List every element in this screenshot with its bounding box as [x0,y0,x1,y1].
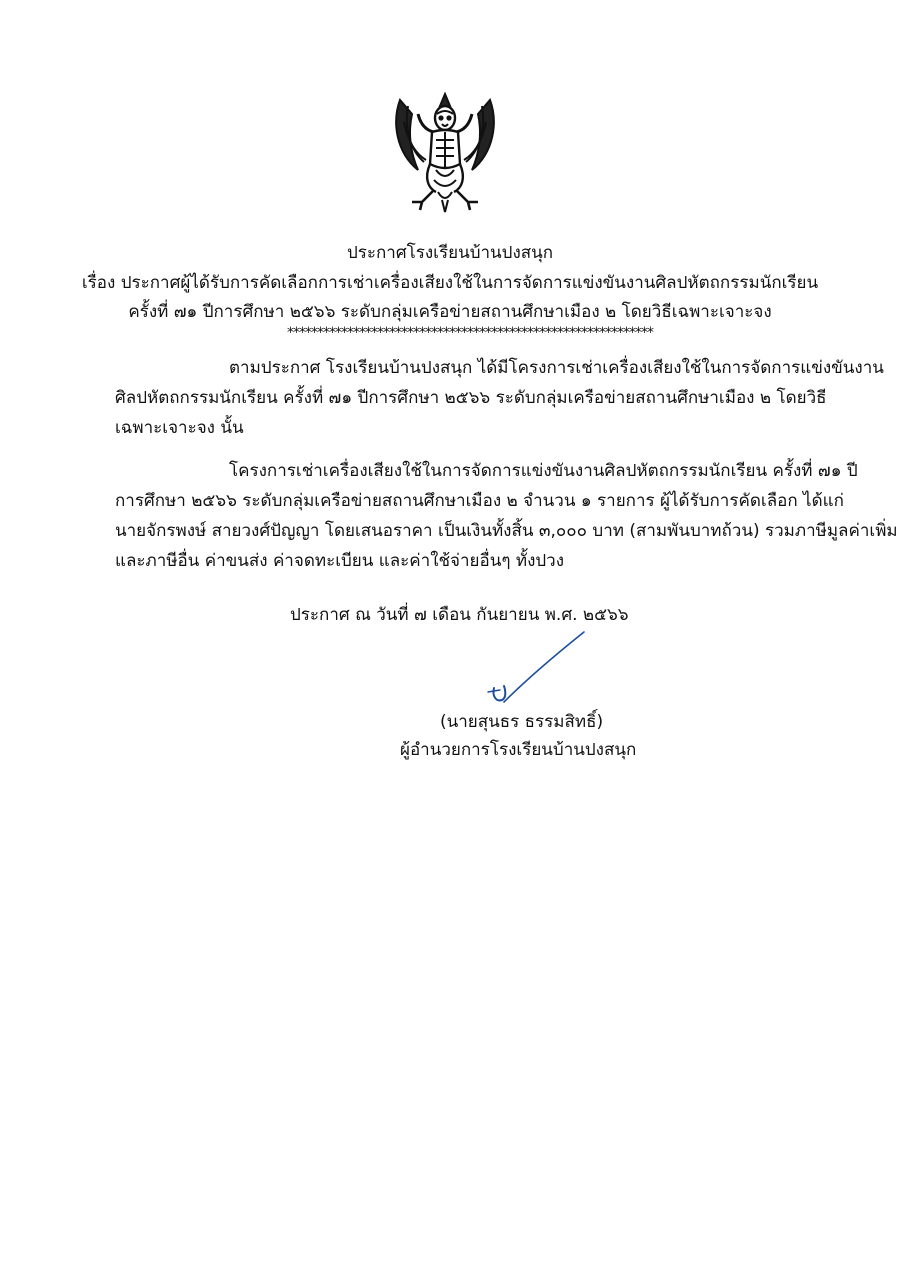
garuda-emblem-icon [390,92,500,214]
paragraph-line: นายจักรพงษ์ สายวงศ์ปัญญา โดยเสนอราคา เป็นเงินทั้งสิ้น ๓,๐๐๐ บาท (สามพันบาทถ้วน) รวมภาษีมูลค่าเพิ่ม [115,521,898,541]
announcement-subject-line-2: ครั้งที่ ๗๑ ปีการศึกษา ๒๕๖๖ ระดับกลุ่มเครือข่ายสถานศึกษาเมือง ๒ โดยวิธีเฉพาะเจาะจง [128,302,772,322]
separator-line: ************************************************************* [287,325,653,341]
announcement-title: ประกาศโรงเรียนบ้านปงสนุก [346,243,554,263]
announcement-subject-line-1: เรื่อง ประกาศผู้ได้รับการคัดเลือกการเช่าเครื่องเสียงใช้ในการจัดการแข่งขันงานศิลปหัตถกรรมนักเรียน [81,273,819,293]
signatory-name: (นายสุนธร ธรรมสิทธิ์) [440,712,604,732]
handwritten-signature [480,630,590,710]
paragraph-selection-result [115,456,898,576]
signatory-position: ผู้อำนวยการโรงเรียนบ้านปงสนุก [400,740,637,760]
issue-date: ประกาศ ณ วันที่ ๗ เดือน กันยายน พ.ศ. ๒๕๖๖ [290,605,629,625]
paragraph-line: การศึกษา ๒๕๖๖ ระดับกลุ่มเครือข่ายสถานศึกษาเมือง ๒ จำนวน ๑ รายการ ผู้ได้รับการคัดเลือก ได้แก่ [115,491,844,511]
paragraph-line: ตามประกาศ โรงเรียนบ้านปงสนุก ได้มีโครงการเช่าเครื่องเสียงใช้ในการจัดการแข่งขันงาน [229,358,884,378]
paragraph-line: เฉพาะเจาะจง นั้น [115,418,244,438]
paragraph-line: โครงการเช่าเครื่องเสียงใช้ในการจัดการแข่งขันงานศิลปหัตถกรรมนักเรียน ครั้งที่ ๗๑ ปี [229,461,858,481]
paragraph-intro [115,353,884,443]
paragraph-line: และภาษีอื่น ค่าขนส่ง ค่าจดทะเบียน และค่าใช้จ่ายอื่นๆ ทั้งปวง [115,551,565,571]
paragraph-line: ศิลปหัตถกรรมนักเรียน ครั้งที่ ๗๑ ปีการศึกษา ๒๕๖๖ ระดับกลุ่มเครือข่ายสถานศึกษาเมือง ๒ โดยวิธี [115,388,827,408]
